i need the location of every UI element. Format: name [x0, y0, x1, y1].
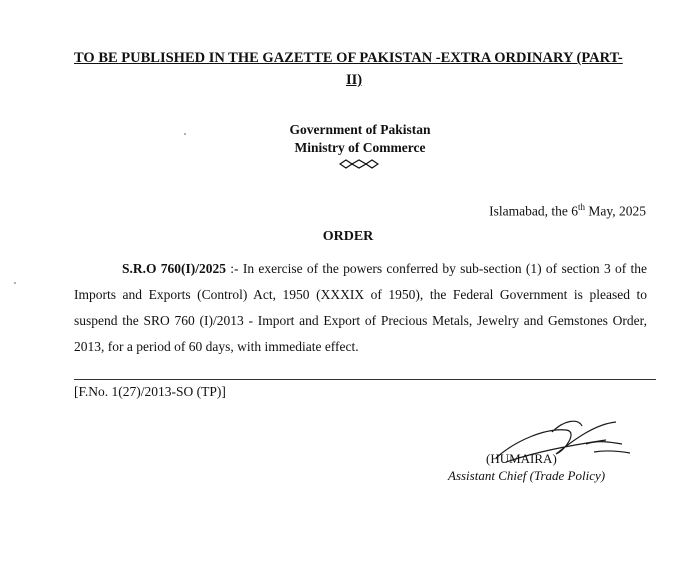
gazette-heading-line2: II) — [345, 72, 363, 88]
ornament-divider-icon — [339, 158, 379, 170]
order-title: ORDER — [322, 229, 374, 244]
order-text: :- In exercise of the powers conferred by sub-section (1) of section 3 of the Imports and Exports (Control) Act, 1950 (XXXIX of 1950), the Federal Government is pleased to suspend the SRO 760 (I)/2013 - Import and Export of Precious Metals, Jewelry and Gemstones Order, 2013, for a period of 60 days, with immediate effect. — [74, 261, 647, 354]
signatory-name: (HUMAIRA) — [486, 451, 557, 466]
issuer-block — [200, 121, 520, 157]
ministry-name: Ministry of Commerce — [294, 140, 426, 155]
sro-number: S.R.O 760(I)/2025 — [122, 261, 227, 276]
scan-speck — [184, 133, 186, 135]
gazette-heading — [74, 47, 634, 91]
dateline — [489, 202, 646, 220]
signatory-title: Assistant Chief (Trade Policy) — [448, 468, 606, 483]
file-number: [F.No. 1(27)/2013-SO (TP)] — [74, 384, 226, 399]
scan-speck — [14, 282, 16, 284]
dateline-prefix: Islamabad, the 6 — [489, 203, 578, 219]
gazette-heading-line1: TO BE PUBLISHED IN THE GAZETTE OF PAKISTAN -EXTRA ORDINARY (PART- — [74, 50, 623, 66]
order-body — [74, 256, 647, 360]
dateline-sup: th — [577, 202, 585, 212]
government-name: Government of Pakistan — [289, 122, 431, 137]
separator-line — [74, 379, 656, 380]
dateline-suffix: May, 2025 — [585, 203, 646, 219]
